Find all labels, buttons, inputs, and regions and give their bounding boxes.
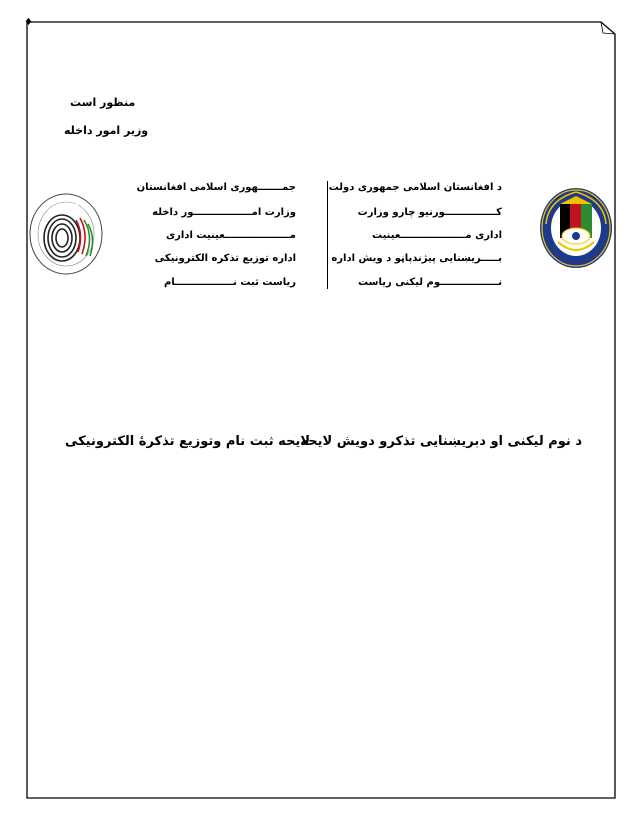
header-divider (327, 181, 328, 289)
ministry-of-interior-seal (536, 184, 616, 272)
pashto-header-line-5: نـــــــــــــــــوم لیکنی ریاست (358, 277, 502, 288)
pashto-header-line-4: بـــــریښنایی پیژندپاڼو د ویش اداره (331, 253, 502, 264)
pashto-header-line-1: د افغانستان اسلامی جمهوری دولت (328, 182, 502, 193)
pashto-header-line-2: کـــــــــــــــورنیو چارو وزارت (357, 207, 502, 218)
dari-header-line-3: مـــــــــــــــــــعینیت اداری (166, 230, 296, 241)
pashto-header-line-3: اداری مـــــــــــــــــــعینیت (372, 230, 502, 241)
approval-line-2: وزیر امور داخله (64, 124, 149, 137)
dari-header-block (136, 182, 296, 292)
pashto-document-title: د نوم لیکنی او دبریښنایی تذکرو دویش لایحه (300, 434, 582, 449)
dari-header-line-1: جمـــــــهوری اسلامی افغانستان (136, 182, 296, 193)
dari-header-line-2: وزارت امـــــــــــــــــور داخله (152, 207, 296, 218)
dari-header-line-5: ریاست ثبت نـــــــــــــــــام (163, 277, 296, 288)
dari-header-line-4: اداره توزیع تذکره الکترونیکی (154, 253, 296, 264)
page-border (27, 22, 615, 798)
corner-diamond-mark: ♦ (24, 17, 33, 28)
approval-line-1: منظور است (70, 96, 136, 109)
pashto-header-block (328, 182, 502, 292)
electronic-id-logo (22, 190, 104, 278)
dari-document-title: لایحه ثبت نام وتوزیع تذکرۀ الکترونیکی (64, 434, 310, 449)
